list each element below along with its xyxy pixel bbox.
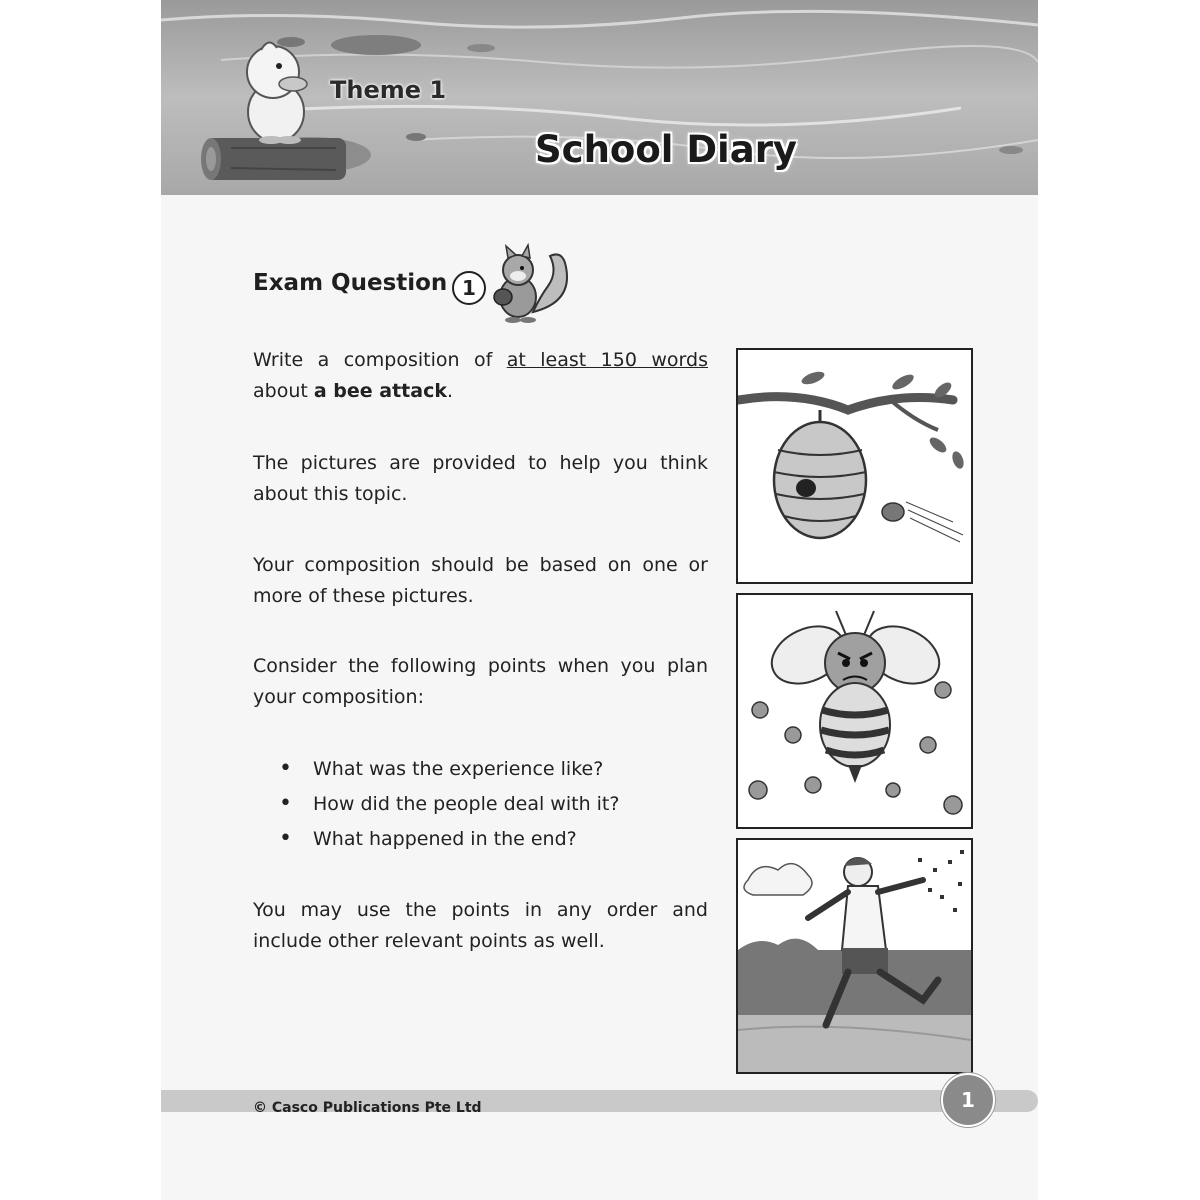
exam-question-heading: Exam Question [253, 270, 448, 296]
bullet-icon: • [279, 791, 292, 816]
picture-boy-running [736, 838, 973, 1074]
p1-end: . [447, 380, 454, 402]
p1-start: Write a composition of [253, 349, 507, 371]
exam-question-number: 1 [452, 271, 486, 305]
angry-bees-illustration [738, 595, 971, 827]
list-item [253, 825, 708, 860]
bullet-icon: • [279, 826, 292, 851]
bullet-icon: • [279, 756, 292, 781]
page-title: School Diary [535, 128, 798, 171]
copyright-notice: © Casco Publications Pte Ltd [253, 1100, 482, 1116]
point-text: What was the experience like? [313, 758, 604, 780]
picture-angry-bees [736, 593, 973, 829]
boy-running-illustration [738, 840, 971, 1072]
guiding-points-list [253, 755, 708, 860]
point-text: How did the people deal with it? [313, 793, 620, 815]
instruction-paragraph-1 [253, 345, 708, 407]
list-item [253, 755, 708, 790]
instruction-paragraph-2: The pictures are provided to help you think about this topic. [253, 452, 708, 505]
picture-beehive [736, 348, 973, 584]
list-item [253, 790, 708, 825]
instruction-paragraph-4: Consider the following points when you plan your composition: [253, 655, 708, 708]
beehive-stone-illustration [738, 350, 971, 582]
word-count-requirement: at least 150 words [506, 349, 708, 371]
instruction-paragraph-5: You may use the points in any order and include other relevant points as well. [253, 899, 708, 952]
page-number: 1 [941, 1073, 995, 1127]
theme-label: Theme 1 [330, 76, 447, 104]
point-text: What happened in the end? [313, 828, 577, 850]
composition-topic: a bee attack [313, 380, 447, 402]
squirrel-icon [478, 242, 573, 327]
p1-mid: about [253, 380, 314, 402]
instruction-paragraph-3: Your composition should be based on one or more of these pictures. [253, 554, 708, 607]
